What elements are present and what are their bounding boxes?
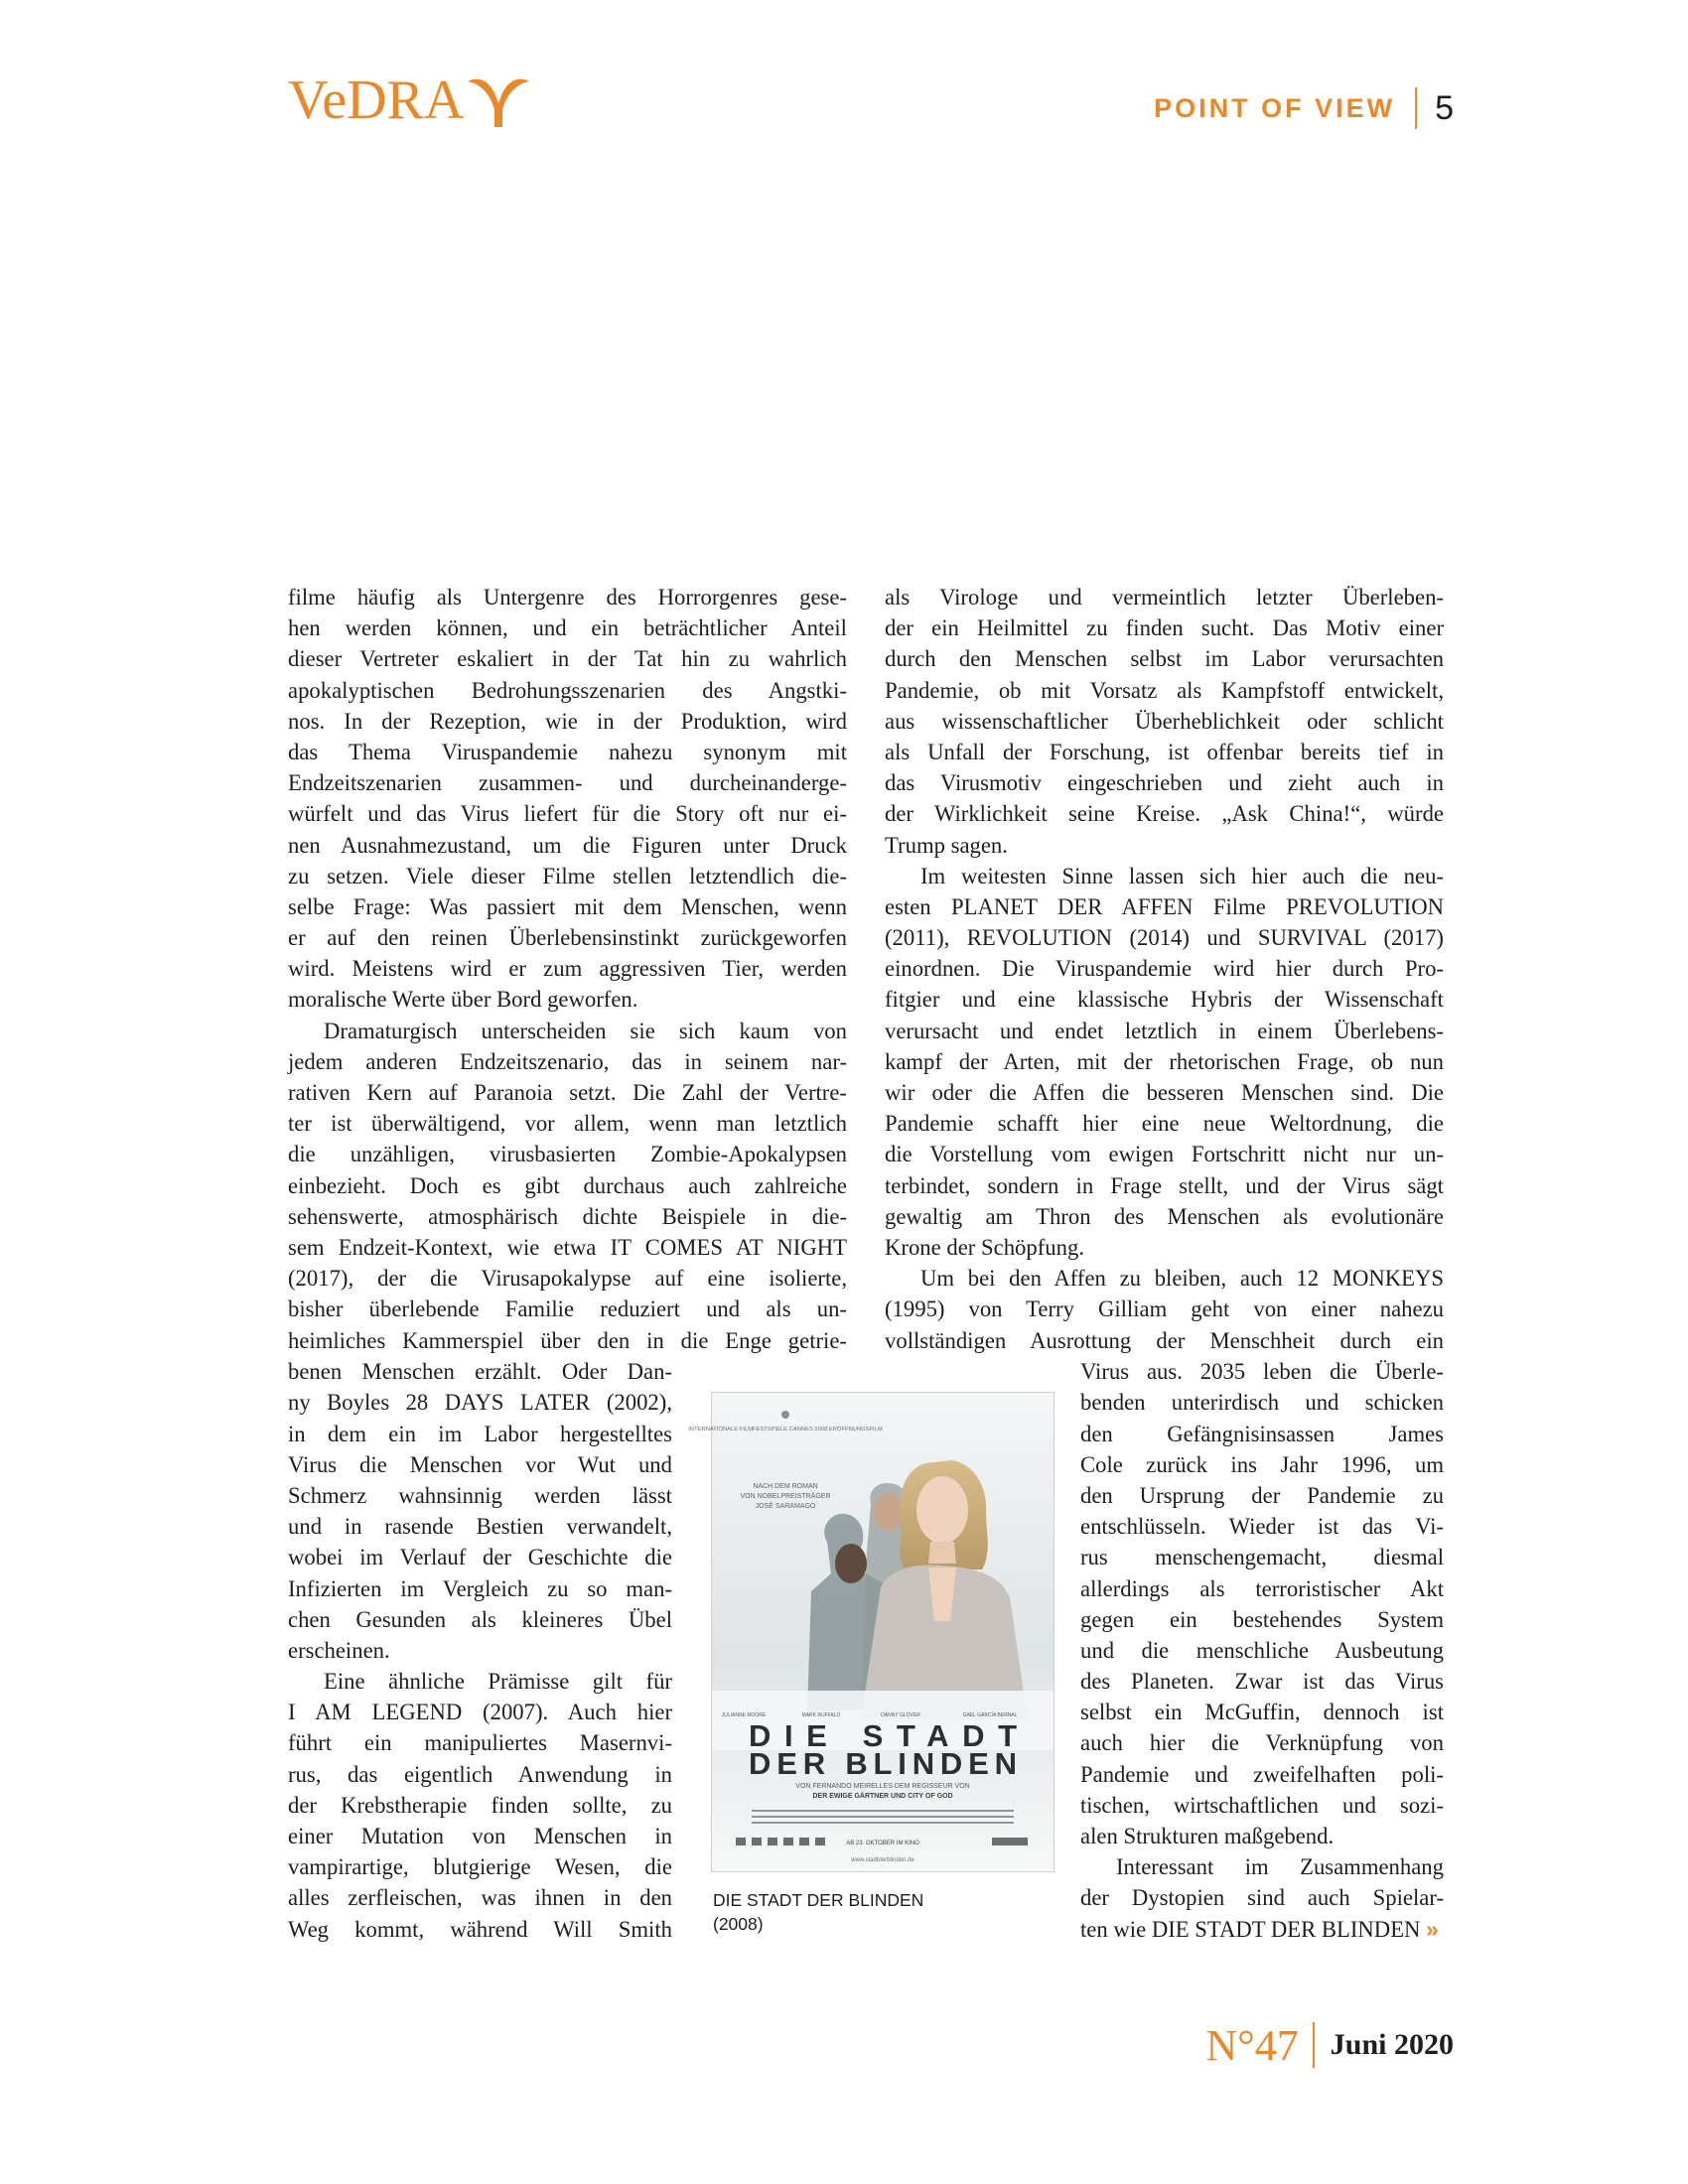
text-line: selbst ein McGuffin, dennoch ist bbox=[1080, 1700, 1444, 1725]
text-line: den Gefängnisinsassen James bbox=[1080, 1421, 1444, 1446]
text-line: Pandemie schafft hier eine neue Weltordnung, die bbox=[885, 1111, 1444, 1137]
text-line: das Virusmotiv eingeschrieben und zieht auch in bbox=[885, 770, 1444, 796]
text-line bbox=[1080, 1914, 1444, 1945]
text-line: einbezieht. Doch es gibt durchaus auch zahlreiche bbox=[288, 1172, 847, 1198]
paragraph bbox=[288, 1356, 672, 1666]
text-line: erscheinen. bbox=[288, 1637, 390, 1663]
text-line: Pandemie und zweifelhaften poli- bbox=[1080, 1761, 1444, 1787]
issue-number: N°47 bbox=[1205, 2020, 1299, 2070]
text-line: sem Endzeit-Kontext, wie etwa IT COMES AT NIGHT bbox=[288, 1234, 847, 1260]
poster-title-line1: DIE STADT bbox=[749, 1718, 1017, 1753]
paragraph bbox=[1080, 1851, 1444, 1945]
poster-cast-1: JULIANNE MOORE bbox=[721, 1712, 767, 1718]
text-line: allerdings als terroristischer Akt bbox=[1080, 1575, 1444, 1601]
text-line: I AM LEGEND (2007). Auch hier bbox=[288, 1700, 672, 1725]
paragraph bbox=[1080, 1356, 1444, 1851]
text-line: in dem ein im Labor hergestelltes bbox=[288, 1421, 672, 1446]
poster-director-films: DER EWIGE GÄRTNER UND CITY OF GOD bbox=[812, 1793, 953, 1800]
text-line: würfelt und das Virus liefert für die Story oft nur ei- bbox=[288, 801, 847, 827]
text-line: terbindet, sondern in Frage stellt, und der Virus sägt bbox=[885, 1172, 1444, 1198]
section-header bbox=[1154, 85, 1454, 131]
text-line: als Virologe und vermeintlich letzter Überleben- bbox=[885, 585, 1444, 610]
page-number: 5 bbox=[1435, 88, 1454, 127]
text-line: wobei im Verlauf der Geschichte die bbox=[288, 1545, 672, 1570]
poster-artwork bbox=[688, 1393, 1054, 1871]
text-line: (2017), der die Virusapokalypse auf eine isolierte, bbox=[288, 1266, 847, 1292]
text-line: Virus die Menschen vor Wut und bbox=[288, 1451, 672, 1477]
continue-arrow-icon: » bbox=[1426, 1915, 1439, 1942]
logo-y-icon bbox=[466, 71, 531, 129]
text-line: den Ursprung der Pandemie zu bbox=[1080, 1482, 1444, 1508]
text-line: die unzähligen, virusbasierten Zombie-Apokalypsen bbox=[288, 1142, 847, 1167]
text-line: Pandemie, ob mit Vorsatz als Kampfstoff entwickelt, bbox=[885, 677, 1444, 703]
poster-director-line: VON FERNANDO MEIRELLES DEM REGISSEUR VON bbox=[795, 1783, 970, 1790]
text-line: (1995) von Terry Gilliam geht von einer nahezu bbox=[885, 1297, 1444, 1322]
text-line: zu setzen. Viele dieser Filme stellen letztendlich die- bbox=[288, 863, 847, 888]
header-divider bbox=[1415, 87, 1417, 129]
text-line: der Dystopien sind auch Spielar- bbox=[1080, 1885, 1444, 1911]
paragraph bbox=[288, 582, 847, 1016]
poster-website: www.stadtderblinden.de bbox=[851, 1857, 914, 1863]
text-line: verursacht und endet letztlich in einem Überlebens- bbox=[885, 1018, 1444, 1043]
poster-novel-line3: JOSÉ SARAMAGO bbox=[755, 1503, 816, 1510]
text-line: filme häufig als Untergenre des Horrorgenres gese- bbox=[288, 585, 847, 610]
text-line: Endzeitszenarien zusammen- und durcheinanderge- bbox=[288, 770, 847, 796]
article-column-3 bbox=[1080, 1356, 1444, 1945]
section-label: POINT OF VIEW bbox=[1154, 92, 1396, 123]
text-line: moralische Werte über Bord geworfen. bbox=[288, 987, 638, 1013]
text-line: der Krebstherapie finden sollte, zu bbox=[288, 1792, 672, 1818]
text-line: apokalyptischen Bedrohungsszenarien des Angstki- bbox=[288, 677, 847, 703]
text-line: er auf den reinen Überlebensinstinkt zurückgeworfen bbox=[288, 925, 847, 951]
text-line: vollständigen Ausrottung der Menschheit durch ein bbox=[885, 1327, 1444, 1353]
caption-line: DIE STADT DER BLINDEN bbox=[713, 1890, 924, 1910]
text-line: fitgier und eine klassische Hybris der Wissenschaft bbox=[885, 987, 1444, 1013]
text-line: esten PLANET DER AFFEN Filme PREVOLUTION bbox=[885, 893, 1444, 919]
paragraph bbox=[288, 1016, 847, 1356]
text-line: der Wirklichkeit seine Kreise. „Ask China!“, würde bbox=[885, 801, 1444, 827]
article-column-1 bbox=[288, 582, 847, 1356]
text-line: sehenswerte, atmosphärisch dichte Beispiele in die- bbox=[288, 1203, 847, 1229]
text-line: jedem anderen Endzeitszenario, das in seinem nar- bbox=[288, 1048, 847, 1074]
text-line: Um bei den Affen zu bleiben, auch 12 MONKEYS bbox=[920, 1266, 1444, 1292]
text-line: tischen, wirtschaftlichen und sozi- bbox=[1080, 1792, 1444, 1818]
article-column-2 bbox=[885, 582, 1444, 1356]
text-line: gewaltig am Thron des Menschen als evolutionäre bbox=[885, 1203, 1444, 1229]
text-line: heimliches Kammerspiel über den in die Enge getrie- bbox=[288, 1327, 847, 1353]
text-line: durch den Menschen selbst im Labor verursachten bbox=[885, 646, 1444, 672]
text-line: und in rasende Bestien verwandelt, bbox=[288, 1514, 672, 1540]
text-line: einordnen. Die Viruspandemie wird hier durch Pro- bbox=[885, 956, 1444, 982]
footer-divider bbox=[1313, 2022, 1315, 2068]
text-line: benen Menschen erzählt. Oder Dan- bbox=[288, 1359, 672, 1385]
text-line: Krone der Schöpfung. bbox=[885, 1234, 1084, 1260]
text-line: alles zerfleischen, was ihnen in den bbox=[288, 1885, 672, 1911]
text-line: rus, das eigentlich Anwendung in bbox=[288, 1761, 672, 1787]
text-line: wir oder die Affen die besseren Menschen sind. Die bbox=[885, 1080, 1444, 1105]
text-line: wird. Meistens wird er zum aggressiven Tier, werden bbox=[288, 956, 847, 982]
text-line: Cole zurück ins Jahr 1996, um bbox=[1080, 1451, 1444, 1477]
page-footer bbox=[1205, 2015, 1454, 2075]
article-column-1-narrow bbox=[288, 1356, 672, 1945]
poster-cast-2: MARK RUFFALO bbox=[801, 1712, 841, 1718]
text-line: rus menschengemacht, diesmal bbox=[1080, 1545, 1444, 1570]
text-line: gegen ein bestehendes System bbox=[1080, 1606, 1444, 1632]
logo-text: VeDRA bbox=[288, 69, 465, 131]
text-line: chen Gesunden als kleineres Übel bbox=[288, 1606, 672, 1632]
poster-cast-3: DANNY GLOVER bbox=[881, 1712, 920, 1718]
text-line: rativen Kern auf Paranoia setzt. Die Zahl der Vertre- bbox=[288, 1080, 847, 1105]
paragraph bbox=[288, 1666, 672, 1945]
paragraph bbox=[885, 1263, 1444, 1356]
text-line: Weg kommt, während Will Smith bbox=[288, 1916, 672, 1942]
text-line: alen Strukturen maßgebend. bbox=[1080, 1824, 1335, 1848]
text-line: Eine ähnliche Prämisse gilt für bbox=[324, 1669, 672, 1695]
paragraph bbox=[885, 582, 1444, 861]
vedra-logo bbox=[288, 66, 531, 135]
text-line: des Planeten. Zwar ist das Virus bbox=[1080, 1669, 1444, 1695]
text-line: (2011), REVOLUTION (2014) und SURVIVAL (2017) bbox=[885, 925, 1444, 951]
film-poster bbox=[688, 1392, 1055, 1872]
text-line: bisher überlebende Familie reduziert und als un- bbox=[288, 1297, 847, 1322]
text-line: auch hier die Verknüpfung von bbox=[1080, 1730, 1444, 1756]
text-line: Schmerz wahnsinnig werden lässt bbox=[288, 1482, 672, 1508]
text-line: einer Mutation von Menschen in bbox=[288, 1824, 672, 1848]
text-line: Dramaturgisch unterscheiden sie sich kaum von bbox=[324, 1018, 847, 1043]
text-line: dieser Vertreter eskaliert in der Tat hin zu wahrlich bbox=[288, 646, 847, 672]
text-line: die Vorstellung vom ewigen Fortschritt nicht nur un- bbox=[885, 1142, 1444, 1167]
text-line: nen Ausnahmezustand, um die Figuren unter Druck bbox=[288, 832, 847, 858]
caption-line: (2008) bbox=[713, 1914, 764, 1934]
text-line: entschlüsseln. Wieder ist das Vi- bbox=[1080, 1514, 1444, 1540]
text-line: Trump sagen. bbox=[885, 832, 1008, 858]
poster-novel-line2: VON NOBELPREISTRÄGER bbox=[740, 1493, 831, 1500]
issue-date: Juni 2020 bbox=[1330, 2028, 1454, 2061]
poster-caption bbox=[713, 1888, 923, 1936]
text-line: Virus aus. 2035 leben die Überle- bbox=[1080, 1359, 1444, 1385]
text-line: das Thema Viruspandemie nahezu synonym mit bbox=[288, 739, 847, 764]
text-line: führt ein manipuliertes Masernvi- bbox=[288, 1730, 672, 1756]
poster-novel-line1: NACH DEM ROMAN bbox=[753, 1483, 818, 1490]
text-line: als Unfall der Forschung, ist offenbar bereits tief in bbox=[885, 739, 1444, 764]
paragraph bbox=[885, 861, 1444, 1263]
text-line: und die menschliche Ausbeutung bbox=[1080, 1637, 1444, 1663]
text-line: ter ist überwältigend, vor allem, wenn man letztlich bbox=[288, 1111, 847, 1137]
text-line: benden unterirdisch und schicken bbox=[1080, 1390, 1444, 1416]
text-line: selbe Frage: Was passiert mit dem Menschen, wenn bbox=[288, 893, 847, 919]
text-line: Im weitesten Sinne lassen sich hier auch die neu- bbox=[920, 863, 1444, 888]
text-line: Infizierten im Vergleich zu so man- bbox=[288, 1575, 672, 1601]
poster-festival-text: INTERNATIONALE FILMFESTSPIELE CANNES 2008 ERÖFFNUNGSFILM bbox=[688, 1427, 883, 1433]
text-line: Interessant im Zusammenhang bbox=[1116, 1854, 1444, 1880]
text-line-content: ten wie DIE STADT DER BLINDEN bbox=[1080, 1916, 1421, 1942]
text-line: aus wissenschaftlicher Überheblichkeit oder schlicht bbox=[885, 708, 1444, 734]
poster-title-line2: DER BLINDEN bbox=[749, 1746, 1017, 1781]
text-line: nos. In der Rezeption, wie in der Produktion, wird bbox=[288, 708, 847, 734]
poster-cast-4: GAEL GARCÍA BERNAL bbox=[962, 1712, 1018, 1718]
poster-release: AB 23. OKTOBER IM KINO bbox=[846, 1841, 919, 1846]
text-line: der ein Heilmittel zu finden sucht. Das Motiv einer bbox=[885, 615, 1444, 641]
text-line: kampf der Arten, mit der rhetorischen Frage, ob nun bbox=[885, 1048, 1444, 1074]
text-line: ny Boyles 28 DAYS LATER (2002), bbox=[288, 1390, 672, 1416]
text-line: hen werden können, und ein beträchtlicher Anteil bbox=[288, 615, 847, 641]
text-line: vampirartige, blutgierige Wesen, die bbox=[288, 1854, 672, 1880]
